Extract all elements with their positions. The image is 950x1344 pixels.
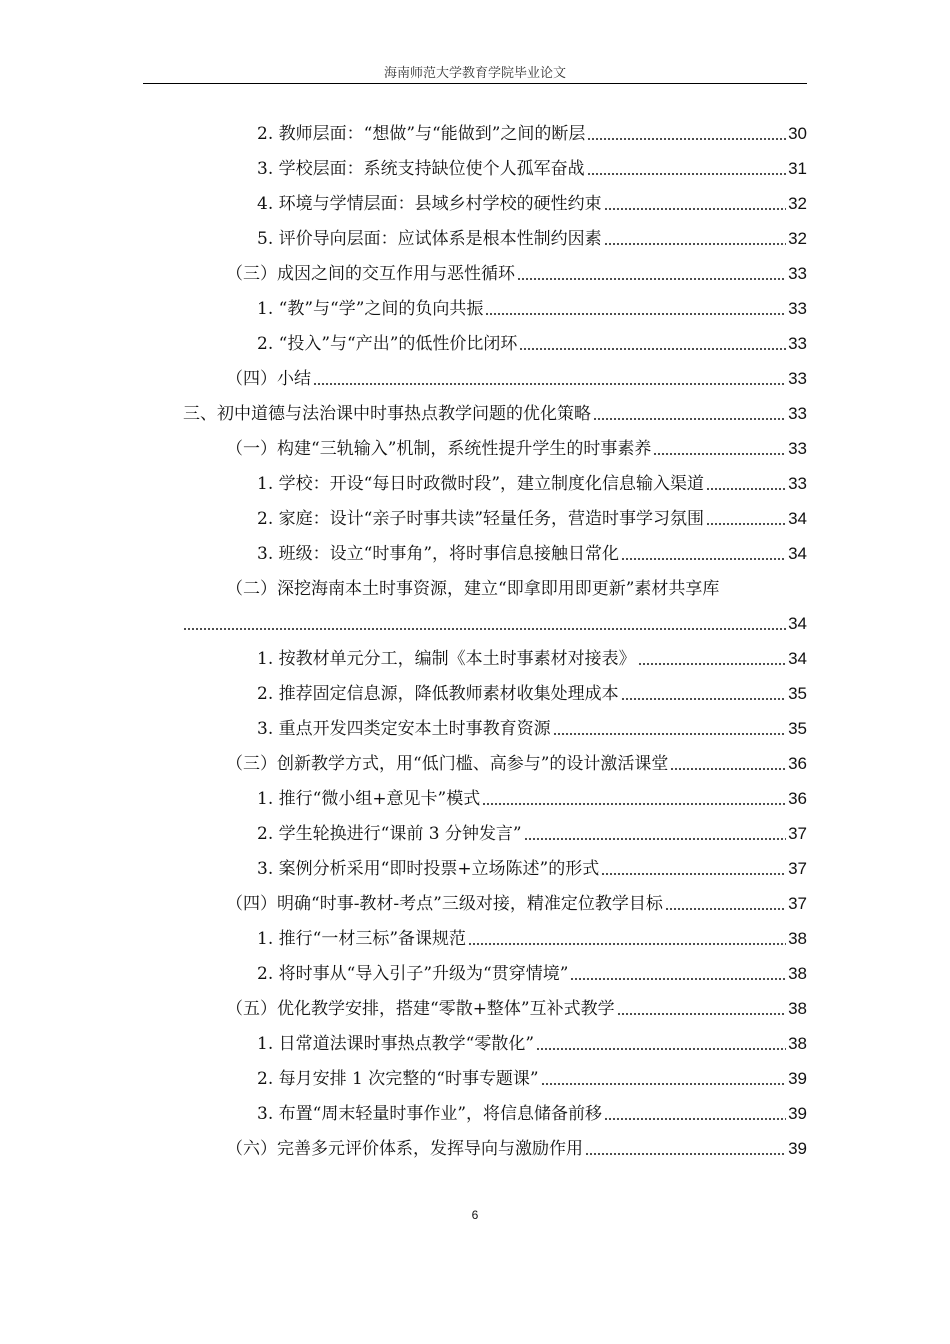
dot-leader <box>482 802 786 806</box>
toc-entry-page: 30 <box>788 124 807 143</box>
toc-entry-title: （二）深挖海南本土时事资源，建立“即拿即用即更新”素材共享库 <box>226 579 720 599</box>
toc-entry-page: 35 <box>788 719 807 738</box>
toc-entry[interactable] <box>257 501 807 531</box>
dot-leader <box>313 382 786 386</box>
toc-entry-title: 3. 布置“周末轻量时事作业”，将信息储备前移 <box>257 1104 603 1124</box>
toc-entry[interactable] <box>257 921 807 951</box>
toc-entry-page: 37 <box>788 894 807 913</box>
toc-entry-page: 33 <box>788 264 807 283</box>
dot-leader <box>183 627 786 631</box>
toc-entry-page: 34 <box>788 614 807 633</box>
dot-leader <box>665 907 786 911</box>
dot-leader <box>541 1082 786 1086</box>
dot-leader <box>517 277 786 281</box>
toc-entry[interactable] <box>257 536 807 566</box>
toc-entry-page: 34 <box>788 649 807 668</box>
toc-entry[interactable] <box>257 326 807 356</box>
toc-entry-page: 39 <box>788 1069 807 1088</box>
toc-entry-page: 34 <box>788 509 807 528</box>
toc-entry[interactable] <box>257 676 807 706</box>
toc-entry[interactable] <box>226 256 807 286</box>
toc-entry-page: 39 <box>788 1104 807 1123</box>
dot-leader <box>604 207 786 211</box>
running-header: 海南师范大学教育学院毕业论文 <box>383 66 566 81</box>
dot-leader <box>585 1152 786 1156</box>
toc-entry-title: 3. 重点开发四类定安本土时事教育资源 <box>257 719 551 739</box>
dot-leader <box>604 1117 786 1121</box>
toc-entry-title: 3. 学校层面：系统支持缺位使个人孤军奋战 <box>257 159 585 179</box>
toc-entry-title: 2. 推荐固定信息源，降低教师素材收集处理成本 <box>257 684 619 704</box>
toc-entry[interactable] <box>257 291 807 321</box>
toc-entry-title: 4. 环境与学情层面：县域乡村学校的硬性约束 <box>257 194 602 214</box>
dot-leader <box>524 837 786 841</box>
toc-entry[interactable] <box>226 746 807 776</box>
toc-entry-page: 31 <box>788 159 807 178</box>
toc-entry[interactable] <box>226 1131 807 1161</box>
toc-entry[interactable] <box>257 641 807 671</box>
toc-entry-title: 1. 推行“微小组+意见卡”模式 <box>257 789 481 809</box>
toc-entry[interactable] <box>257 186 807 216</box>
dot-leader <box>485 312 786 316</box>
toc-entry-title: 三、初中道德与法治课中时事热点教学问题的优化策略 <box>183 404 591 424</box>
dot-leader <box>653 452 786 456</box>
toc-entry[interactable] <box>257 816 807 846</box>
toc-entry-page: 36 <box>788 754 807 773</box>
toc-entry-title: 3. 案例分析采用“即时投票+立场陈述”的形式 <box>257 859 600 879</box>
toc-entry[interactable] <box>257 781 807 811</box>
toc-entry-title: 2. 每月安排 1 次完整的“时事专题课” <box>257 1069 539 1089</box>
toc-entry-page: 33 <box>788 439 807 458</box>
dot-leader <box>593 417 786 421</box>
toc-entry-page: 36 <box>788 789 807 808</box>
toc-entry-page: 33 <box>788 299 807 318</box>
toc-entry-page: 37 <box>788 859 807 878</box>
toc-entry-page: 39 <box>788 1139 807 1158</box>
toc-entry[interactable] <box>257 1026 807 1056</box>
toc-entry-title: （一）构建“三轨输入”机制，系统性提升学生的时事素养 <box>226 439 652 459</box>
toc-entry[interactable] <box>226 886 807 916</box>
dot-leader <box>570 977 786 981</box>
toc-entry-page: 33 <box>788 334 807 353</box>
dot-leader <box>536 1047 786 1051</box>
toc-entry-page: 38 <box>788 999 807 1018</box>
toc-entry-title: 2. 学生轮换进行“课前 3 分钟发言” <box>257 824 522 844</box>
dot-leader <box>601 872 786 876</box>
toc-entry-title: （三）创新教学方式，用“低门槛、高参与”的设计激活课堂 <box>226 754 669 774</box>
toc-entry-wrapped[interactable] <box>226 571 807 601</box>
dot-leader <box>706 522 786 526</box>
toc-entry-title: 2. “投入”与“产出”的低性价比闭环 <box>257 334 518 354</box>
toc-entry-title: 2. 家庭：设计“亲子时事共读”轻量任务，营造时事学习氛围 <box>257 509 705 529</box>
dot-leader <box>621 557 786 561</box>
toc-entry[interactable] <box>257 116 807 146</box>
toc-entry-title: 1. 日常道法课时事热点教学“零散化” <box>257 1034 535 1054</box>
toc-entry-title: 1. 按教材单元分工，编制《本土时事素材对接表》 <box>257 649 636 669</box>
dot-leader <box>519 347 786 351</box>
toc-entry[interactable] <box>183 396 807 426</box>
toc-entry[interactable] <box>257 1061 807 1091</box>
toc-entry[interactable] <box>226 991 807 1021</box>
toc-entry-page: 37 <box>788 824 807 843</box>
toc-entry[interactable] <box>257 956 807 986</box>
toc-entry[interactable] <box>257 221 807 251</box>
dot-leader <box>638 662 786 666</box>
toc-entry[interactable] <box>257 466 807 496</box>
toc-entry[interactable] <box>257 711 807 741</box>
dot-leader <box>468 942 786 946</box>
dot-leader <box>670 767 786 771</box>
dot-leader <box>553 732 786 736</box>
toc-entry-page: 33 <box>788 474 807 493</box>
page-number: 6 <box>471 1208 479 1222</box>
toc-entry-title: （六）完善多元评价体系，发挥导向与激励作用 <box>226 1139 583 1159</box>
toc-entry-title: 1. 学校：开设“每日时政微时段”，建立制度化信息输入渠道 <box>257 474 705 494</box>
toc-entry-title: （四）小结 <box>226 369 311 389</box>
toc-entry[interactable] <box>257 151 807 181</box>
toc-entry-page: 35 <box>788 684 807 703</box>
toc-entry[interactable] <box>257 851 807 881</box>
dot-leader <box>587 137 786 141</box>
dot-leader <box>617 1012 786 1016</box>
toc-entry-page: 32 <box>788 194 807 213</box>
toc-entry-title: 3. 班级：设立“时事角”，将时事信息接触日常化 <box>257 544 620 564</box>
toc-entry-title: 5. 评价导向层面：应试体系是根本性制约因素 <box>257 229 602 249</box>
dot-leader <box>706 487 786 491</box>
toc-entry-page: 33 <box>788 404 807 423</box>
toc-entry-page: 32 <box>788 229 807 248</box>
toc-entry-title: 2. 教师层面：“想做”与“能做到”之间的断层 <box>257 124 586 144</box>
toc-entry-page: 38 <box>788 964 807 983</box>
toc-entry-title: （五）优化教学安排，搭建“零散+整体”互补式教学 <box>226 999 615 1019</box>
toc-entry-title: （三）成因之间的交互作用与恶性循环 <box>226 264 515 284</box>
toc-entry-title: 1. 推行“一材三标”备课规范 <box>257 929 467 949</box>
toc-entry-title: 1. “教”与“学”之间的负向共振 <box>257 299 484 319</box>
toc-entry-page: 38 <box>788 1034 807 1053</box>
toc-entry-page: 33 <box>788 369 807 388</box>
toc-entry[interactable] <box>257 1096 807 1126</box>
dot-leader <box>604 242 786 246</box>
dot-leader <box>587 172 786 176</box>
toc-entry-title: 2. 将时事从“导入引子”升级为“贯穿情境” <box>257 964 569 984</box>
toc-entry-page: 38 <box>788 929 807 948</box>
toc-entry-title: （四）明确“时事-教材-考点”三级对接，精准定位教学目标 <box>226 894 663 914</box>
dot-leader <box>621 697 786 701</box>
toc-entry-continuation[interactable] <box>183 606 807 636</box>
toc-entry-page: 34 <box>788 544 807 563</box>
toc-entry[interactable] <box>226 431 807 461</box>
toc-entry[interactable] <box>226 361 807 391</box>
